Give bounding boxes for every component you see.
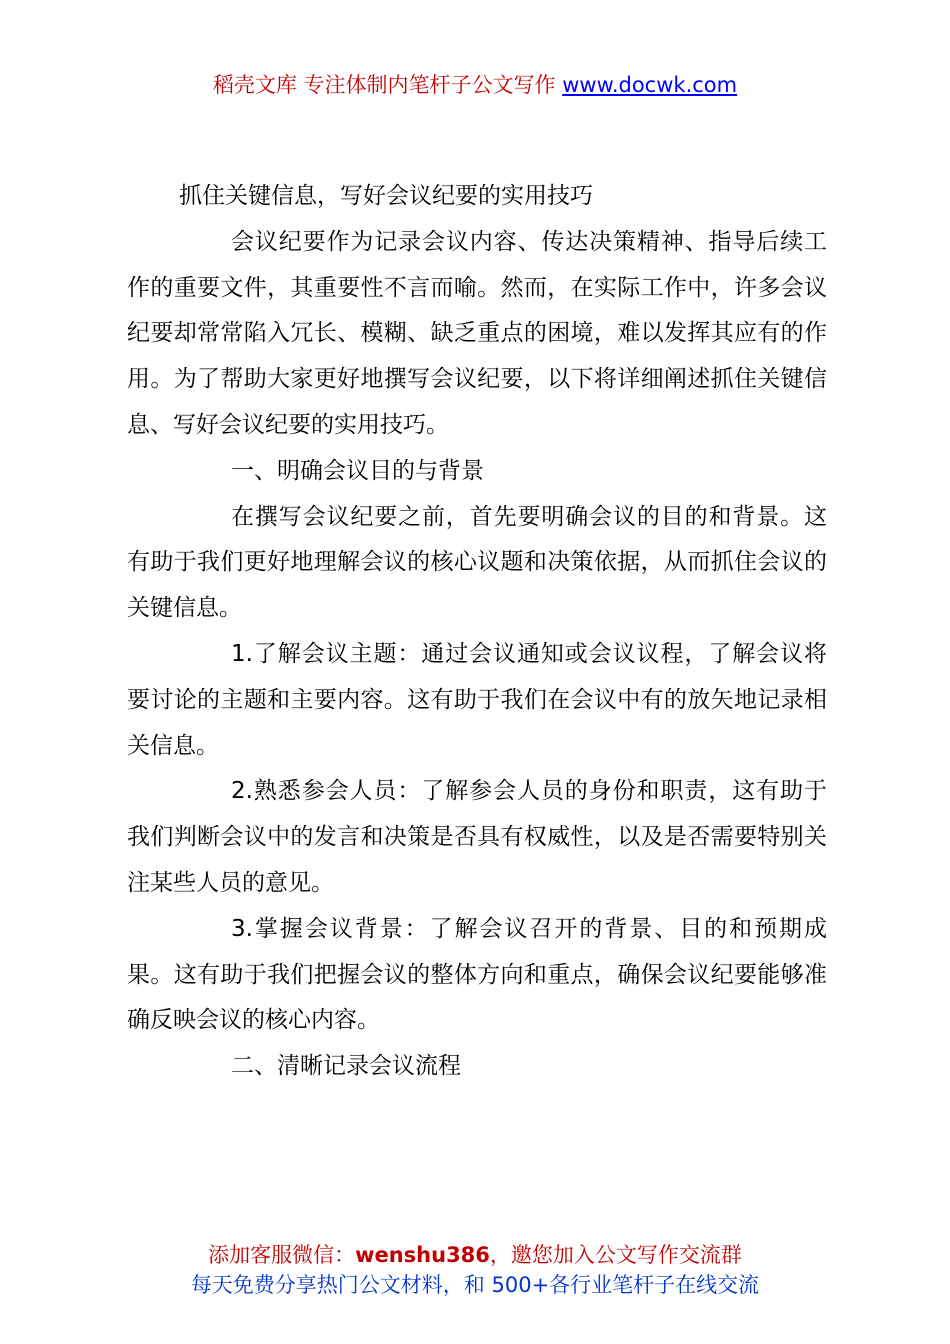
section-heading-1: 一、明确会议目的与背景 (231, 457, 484, 484)
header-brand-text: 稻壳文库 专注体制内笔杆子公文写作 (212, 73, 563, 97)
page-footer (0, 1240, 950, 1300)
paragraph-section-1: 在撰写会议纪要之前，首先要明确会议的目的和背景。这有助于我们更好地理解会议的核心议题和决策依据，从而抓住会议的关键信息。 (127, 503, 827, 622)
footer-contact-prefix: 添加客服微信： (208, 1243, 356, 1267)
section-heading-2: 二、清晰记录会议流程 (231, 1053, 461, 1080)
document-title: 抓住关键信息，写好会议纪要的实用技巧 (179, 183, 593, 209)
header-site-link[interactable]: www.docwk.com (562, 73, 738, 97)
list-item-2: 2.熟悉参会人员：了解参会人员的身份和职责，这有助于我们判断会议中的发言和决策是否具有权威性，以及是否需要特别关注某些人员的意见。 (127, 778, 827, 896)
paragraph-intro: 会议纪要作为记录会议内容、传达决策精神、指导后续工作的重要文件，其重要性不言而喻。然而，在实际工作中，许多会议纪要却常常陷入冗长、模糊、缺乏重点的困境，难以发挥其应有的作用。为了帮助大家更好地撰写会议纪要，以下将详细阐述抓住关键信息、写好会议纪要的实用技巧。 (127, 228, 827, 438)
footer-contact-line (0, 1240, 950, 1270)
footer-contact-suffix: ，邀您加入公文写作交流群 (489, 1243, 742, 1267)
page-header (0, 70, 950, 100)
document-body (127, 174, 827, 1090)
footer-wechat-id: wenshu386 (355, 1243, 490, 1267)
footer-promo-line: 每天免费分享热门公文材料，和 500+各行业笔杆子在线交流 (190, 1273, 760, 1297)
list-item-1: 1.了解会议主题：通过会议通知或会议议程，了解会议将要讨论的主题和主要内容。这有助于我们在会议中有的放矢地记录相关信息。 (127, 640, 827, 759)
list-item-3: 3.掌握会议背景：了解会议召开的背景、目的和预期成果。这有助于我们把握会议的整体方向和重点，确保会议纪要能够准确反映会议的核心内容。 (127, 915, 827, 1034)
